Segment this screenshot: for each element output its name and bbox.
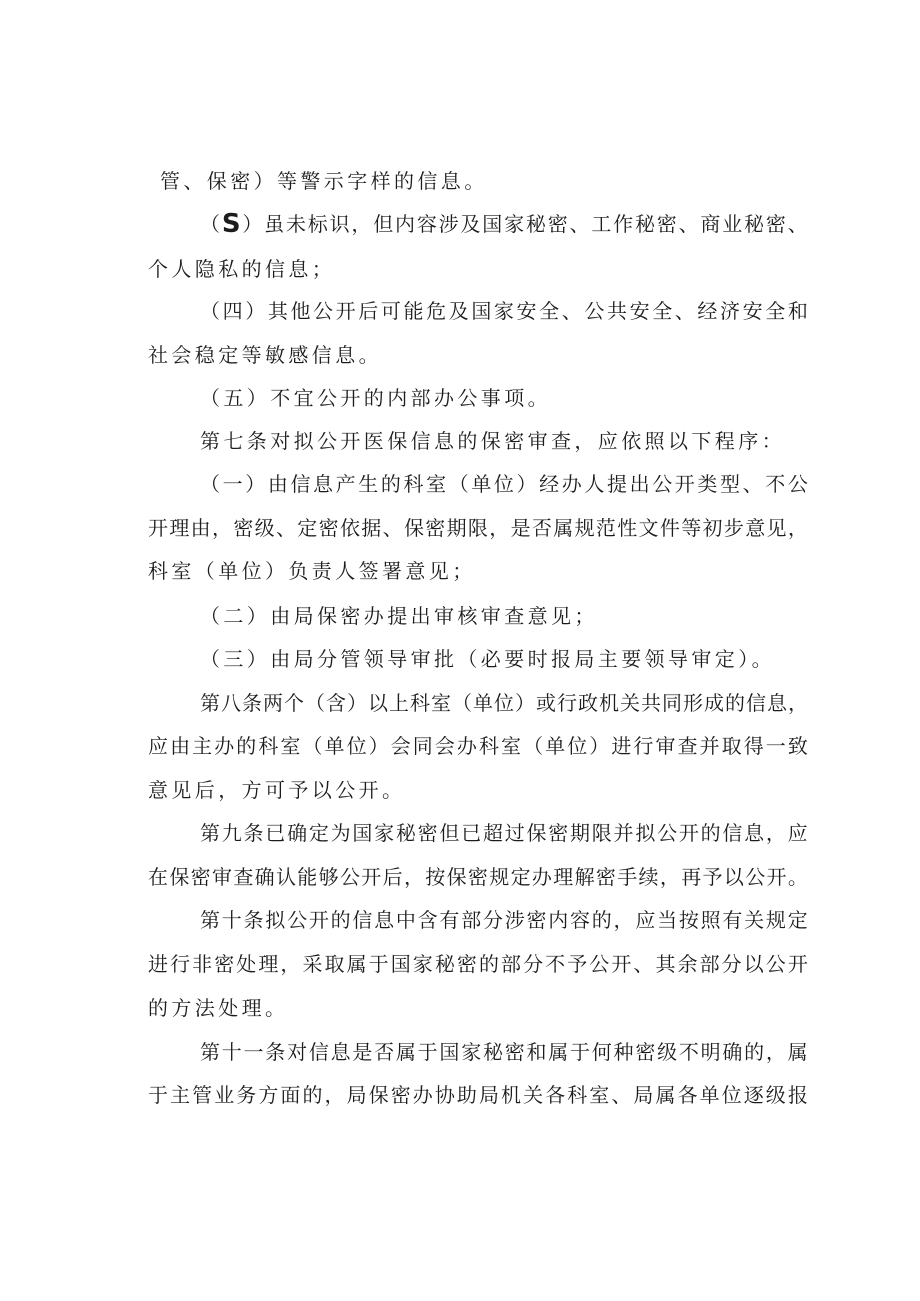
text-line-21: 第 十 一 条 对 信 息 是 否 属 于 国 家 秘 密 和 属 于 何 种 密 级 不 明 确 的 ， 属: [200, 1040, 808, 1064]
text-line-17: 在 保 密 审 查 确 认 能 够 公 开 后 ， 按 保 密 规 定 办 理 解 密 手 续 ， 再 予 以 公 开 。: [148, 865, 808, 889]
text-line-15: 意见后，方可予以公开。: [148, 778, 406, 802]
text-line-11: （二）由局保密办提出审核审查意见；: [200, 604, 598, 628]
text-line-10: 科室（单位）负责人签署意见；: [148, 559, 476, 583]
text-line-1: 管、保密）等警示字样的信息。: [160, 169, 488, 193]
text-line-7: 第七条对拟公开医保信息的保密审查，应依照以下程序：: [200, 429, 785, 453]
text-line-19: 进 行 非 密 处 理 ， 采 取 属 于 国 家 秘 密 的 部 分 不 予 公 开 、 其 余 部 分 以 公 开: [148, 952, 808, 976]
text-line-16: 第 九 条 已 确 定 为 国 家 秘 密 但 已 超 过 保 密 期 限 并 拟 公 开 的 信 息 ， 应: [200, 821, 808, 845]
text-line-3: 个人隐私的信息；: [148, 257, 336, 281]
text-line-2: （ S ） 虽 未 标 识 ， 但 内 容 涉 及 国 家 秘 密 、 工 作 秘 密 、 商 业 秘 密 、: [200, 209, 808, 239]
text-line-12: （三）由局分管领导审批（必要时报局主要领导审定）。: [200, 647, 775, 671]
text-line-8: （ 一 ） 由 信 息 产 生 的 科 室 （ 单 位 ） 经 办 人 提 出 公 开 类 型 、 不 公: [200, 472, 808, 496]
text-line-20: 的方法处理。: [148, 996, 289, 1020]
text-line-14: 应 由 主 办 的 科 室 （ 单 位 ） 会 同 会 办 科 室 （ 单 位 ） 进 行 审 查 并 取 得 一 致: [148, 734, 808, 758]
text-line-9: 开 理 由 ， 密 级 、 定 密 依 据 、 保 密 期 限 ， 是 否 属 规 范 性 文 件 等 初 步 意 见 ，: [148, 516, 808, 540]
text-line-13: 第 八 条 两 个 （ 含 ） 以 上 科 室 （ 单 位 ） 或 行 政 机 关 共 同 形 成 的 信 息 ，: [200, 691, 808, 715]
text-line-5: 社会稳定等敏感信息。: [148, 343, 382, 367]
text-line-6: （五）不宜公开的内部办公事项。: [200, 386, 551, 410]
text-line-18: 第 十 条 拟 公 开 的 信 息 中 含 有 部 分 涉 密 内 容 的 ， 应 当 按 照 有 关 规 定: [200, 908, 808, 932]
text-line-22: 于 主 管 业 务 方 面 的 ， 局 保 密 办 协 助 局 机 关 各 科 室 、 局 属 各 单 位 逐 级 报: [148, 1083, 808, 1107]
text-line-4: （ 四 ） 其 他 公 开 后 可 能 危 及 国 家 安 全 、 公 共 安 全 、 经 济 安 全 和: [200, 299, 808, 323]
